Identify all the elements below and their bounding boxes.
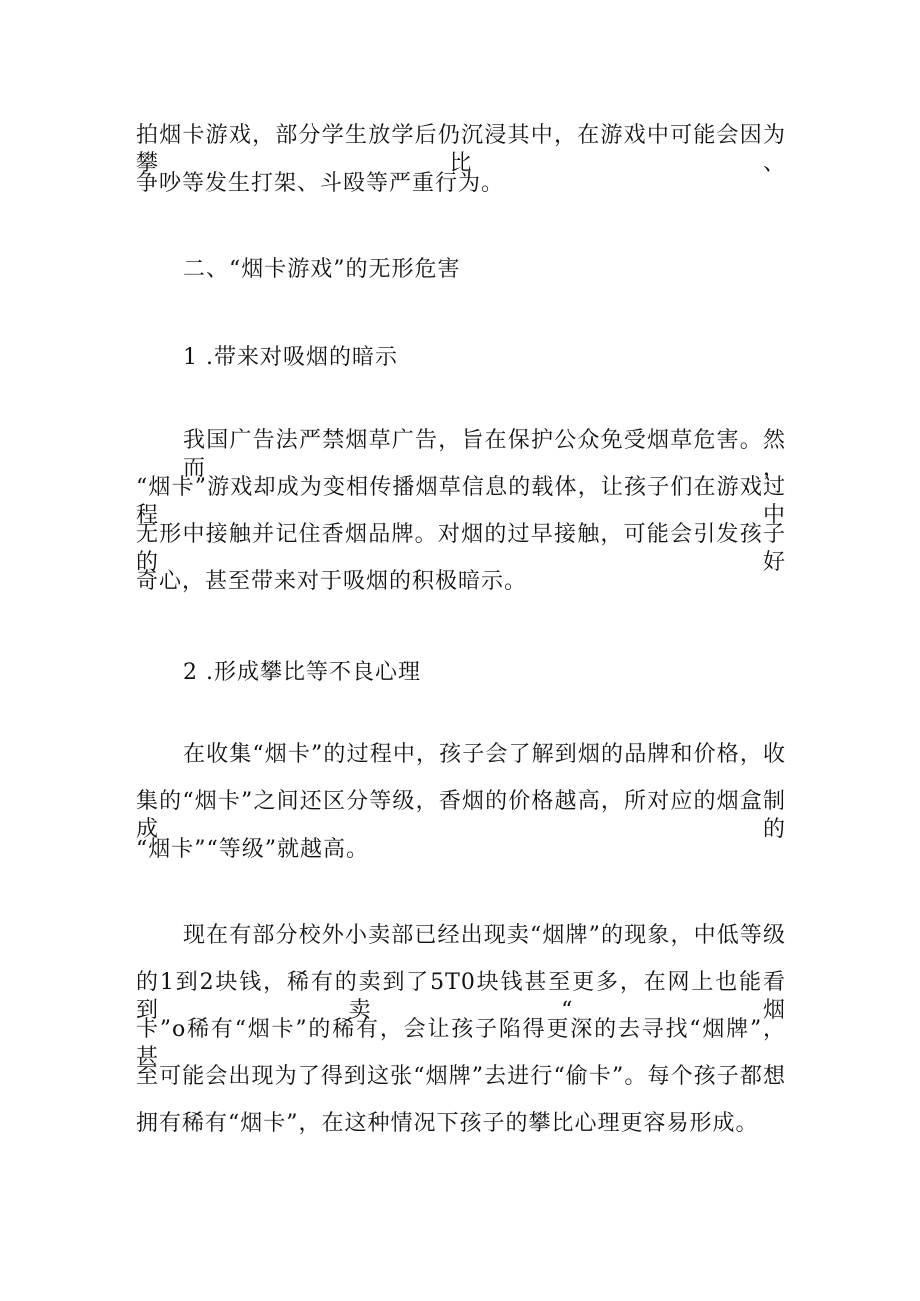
paragraph-3-line-3: 卡”o稀有“烟卡”的稀有，会让孩子陷得更深的去寻找“烟牌”，甚 [136, 1017, 786, 1070]
paragraph-3-line-1: 现在有部分校外小卖部已经出现卖“烟牌”的现象，中低等级 [183, 923, 786, 948]
intro-line-2: 争吵等发生打架、斗殴等严重行为。 [136, 171, 505, 196]
paragraph-2-line-3: “烟卡”“等级”就越高。 [136, 837, 369, 862]
paragraph-1-line-2: “烟卡”游戏却成为变相传播烟草信息的载体，让孩子们在游戏过程中 [136, 475, 786, 528]
paragraph-2-line-2: 集的“烟卡”之间还区分等级，香烟的价格越高，所对应的烟盒制成的 [136, 789, 786, 842]
intro-line-1: 拍烟卡游戏，部分学生放学后仍沉浸其中，在游戏中可能会因为攀比、 [136, 123, 786, 176]
paragraph-3-line-2: 的1到2块钱，稀有的卖到了5T0块钱甚至更多，在网上也能看到卖“烟 [136, 970, 786, 1023]
paragraph-1-line-3: 无形中接触并记住香烟品牌。对烟的过早接触，可能会引发孩子的好 [136, 522, 786, 575]
paragraph-1-line-1: 我国广告法严禁烟草广告，旨在保护公众免受烟草危害。然而， [183, 428, 786, 481]
paragraph-2-line-1: 在收集“烟卡”的过程中，孩子会了解到烟的品牌和价格，收 [183, 742, 786, 767]
paragraph-1-line-4: 奇心，甚至带来对于吸烟的积极暗示。 [136, 569, 528, 594]
subsection-heading-2: 2 .形成攀比等不良心理 [183, 660, 421, 685]
section-heading: 二、“烟卡游戏”的无形危害 [183, 257, 461, 282]
subsection-heading-1: 1 .带来对吸烟的暗示 [183, 345, 398, 370]
paragraph-3-line-5: 拥有稀有“烟卡”，在这种情况下孩子的攀比心理更容易形成。 [136, 1111, 759, 1136]
paragraph-3-line-4: 至可能会出现为了得到这张“烟牌”去进行“偷卡”。每个孩子都想 [136, 1064, 786, 1089]
